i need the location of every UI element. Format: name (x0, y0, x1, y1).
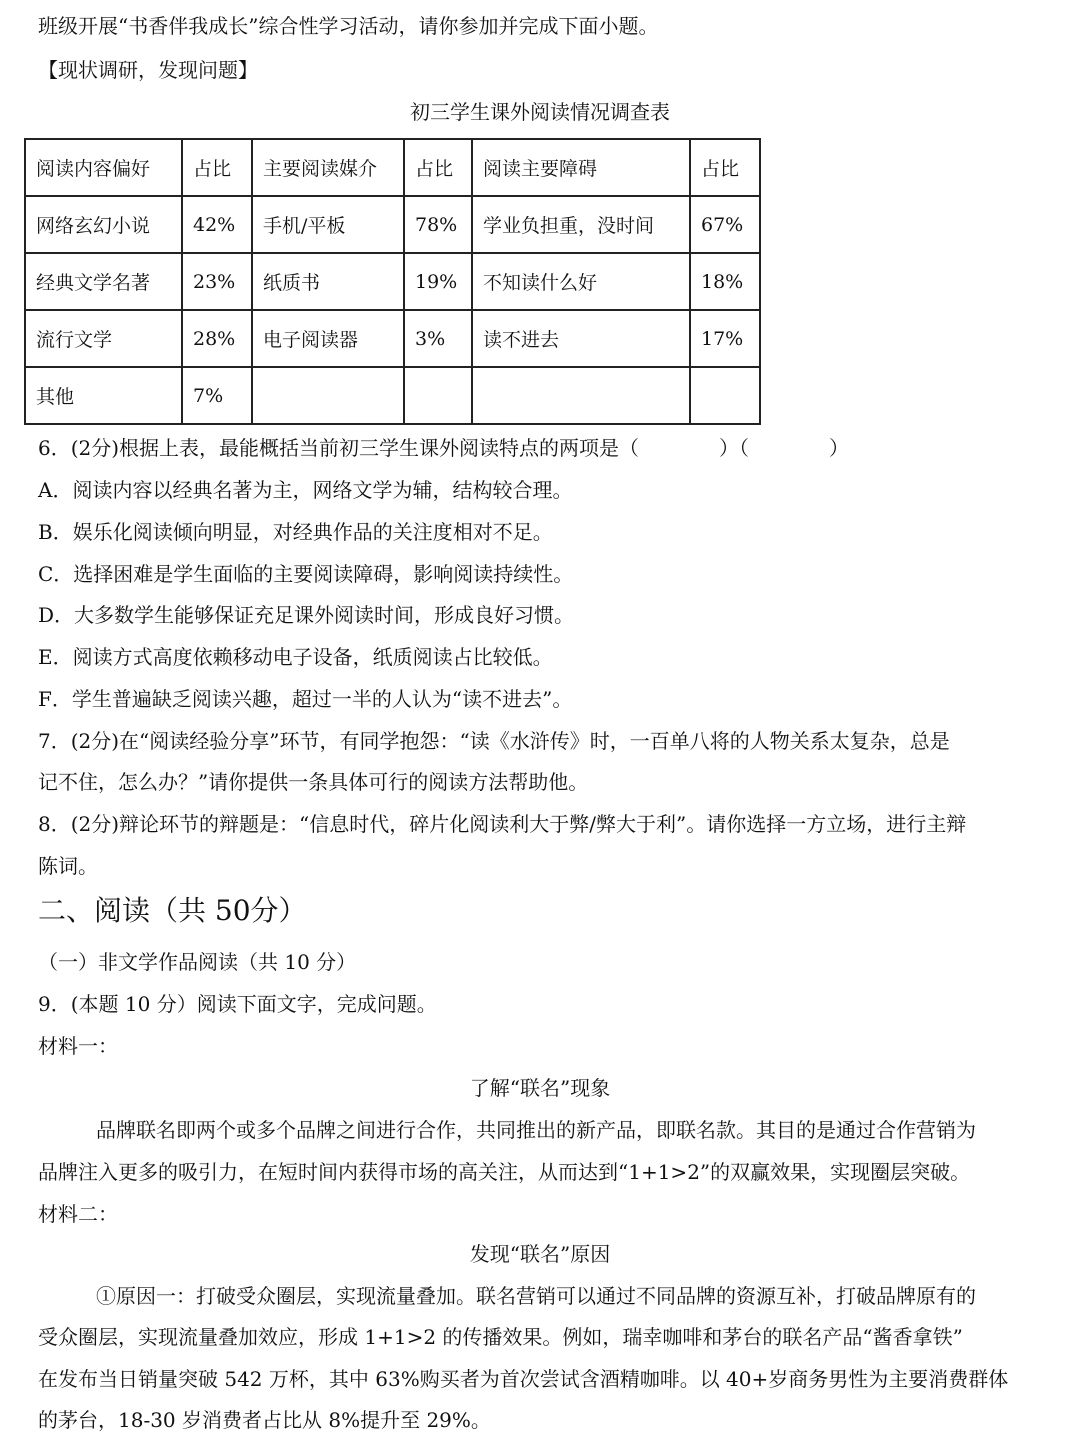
material-2-title: 发现“联名”原因 (469, 1242, 611, 1266)
material-1-label: 材料一： (38, 1034, 118, 1058)
table-cell: 67% (690, 196, 760, 253)
question-7-line1: 7．(2分)在“阅读经验分享”环节，有同学抱怨：“读《水浒传》时，一百单八将的人物关系太复杂，总是 (38, 729, 950, 753)
question-9-stem: 9．(本题 10 分）阅读下面文字，完成问题。 (38, 992, 437, 1016)
material-1-line1: 品牌联名即两个或多个品牌之间进行合作，共同推出的新产品，即联名款。其目的是通过合作营销为 (96, 1118, 976, 1142)
table-header-row (25, 139, 760, 196)
question-8-line2: 陈词。 (38, 854, 98, 878)
section-2-part-1: （一）非文学作品阅读（共 10 分） (38, 950, 357, 974)
table-cell: 其他 (25, 367, 182, 424)
material-2-line2: 受众圈层，实现流量叠加效应，形成 1+1>2 的传播效果。例如，瑞幸咖啡和茅台的联名产品“酱香拿铁” (38, 1325, 963, 1349)
table-cell: 78% (404, 196, 472, 253)
subheading: 【现状调研，发现问题】 (38, 58, 258, 82)
table-cell: 17% (690, 310, 760, 367)
table-row (25, 310, 760, 367)
q6-option-e: E．阅读方式高度依赖移动电子设备，纸质阅读占比较低。 (38, 645, 553, 669)
table-cell: 电子阅读器 (252, 310, 404, 367)
table-row (25, 253, 760, 310)
intro-text: 班级开展“书香伴我成长”综合性学习活动，请你参加并完成下面小题。 (38, 14, 659, 38)
table-cell: 纸质书 (252, 253, 404, 310)
table-cell: 不知读什么好 (472, 253, 690, 310)
table-cell (472, 367, 690, 424)
table-cell: 7% (182, 367, 252, 424)
table-cell: 网络玄幻小说 (25, 196, 182, 253)
question-8-line1: 8．(2分)辩论环节的辩题是：“信息时代，碎片化阅读利大于弊/弊大于利”。请你选择一方立场，进行主辩 (38, 812, 967, 836)
table-cell: 19% (404, 253, 472, 310)
table-header-cell: 占比 (182, 139, 252, 196)
table-cell: 读不进去 (472, 310, 690, 367)
table-row (25, 367, 760, 424)
table-row (25, 196, 760, 253)
q6-option-a: A．阅读内容以经典名著为主，网络文学为辅，结构较合理。 (38, 478, 573, 502)
section-2-title: 二、阅读（共 50分） (38, 894, 307, 927)
material-2-line4: 的茅台，18-30 岁消费者占比从 8%提升至 29%。 (38, 1408, 491, 1432)
q6-option-c: C．选择困难是学生面临的主要阅读障碍，影响阅读持续性。 (38, 562, 574, 586)
table-cell (252, 367, 404, 424)
table-cell: 28% (182, 310, 252, 367)
table-header-cell: 阅读内容偏好 (25, 139, 182, 196)
table-header-cell: 占比 (690, 139, 760, 196)
material-2-label: 材料二： (38, 1202, 118, 1226)
table-header-cell: 阅读主要障碍 (472, 139, 690, 196)
table-cell: 手机/平板 (252, 196, 404, 253)
material-2-line1: ①原因一：打破受众圈层，实现流量叠加。联名营销可以通过不同品牌的资源互补，打破品牌原有的 (96, 1284, 976, 1308)
question-7-line2: 记不住，怎么办？”请你提供一条具体可行的阅读方法帮助他。 (38, 770, 589, 794)
table-cell: 学业负担重，没时间 (472, 196, 690, 253)
material-2-line3: 在发布当日销量突破 542 万杯，其中 63%购买者为首次尝试含酒精咖啡。以 40+岁商务男性为主要消费群体 (38, 1367, 1009, 1391)
table-cell: 23% (182, 253, 252, 310)
table-header-cell: 主要阅读媒介 (252, 139, 404, 196)
table-cell (404, 367, 472, 424)
q6-option-b: B．娱乐化阅读倾向明显，对经典作品的关注度相对不足。 (38, 520, 553, 544)
survey-table (24, 138, 761, 425)
question-6-stem: 6．(2分)根据上表，最能概括当前初三学生课外阅读特点的两项是（ ）（ ） (38, 436, 850, 460)
table-cell: 42% (182, 196, 252, 253)
table-header-cell: 占比 (404, 139, 472, 196)
table-cell: 18% (690, 253, 760, 310)
material-1-line2: 品牌注入更多的吸引力，在短时间内获得市场的高关注，从而达到“1+1>2”的双赢效果，实现圈层突破。 (38, 1160, 971, 1184)
material-1-title: 了解“联名”现象 (469, 1076, 611, 1100)
q6-option-d: D．大多数学生能够保证充足课外阅读时间，形成良好习惯。 (38, 603, 575, 627)
table-title: 初三学生课外阅读情况调查表 (410, 100, 670, 124)
table-cell: 经典文学名著 (25, 253, 182, 310)
table-cell: 3% (404, 310, 472, 367)
table-cell: 流行文学 (25, 310, 182, 367)
table-cell (690, 367, 760, 424)
q6-option-f: F．学生普遍缺乏阅读兴趣，超过一半的人认为“读不进去”。 (38, 687, 573, 711)
